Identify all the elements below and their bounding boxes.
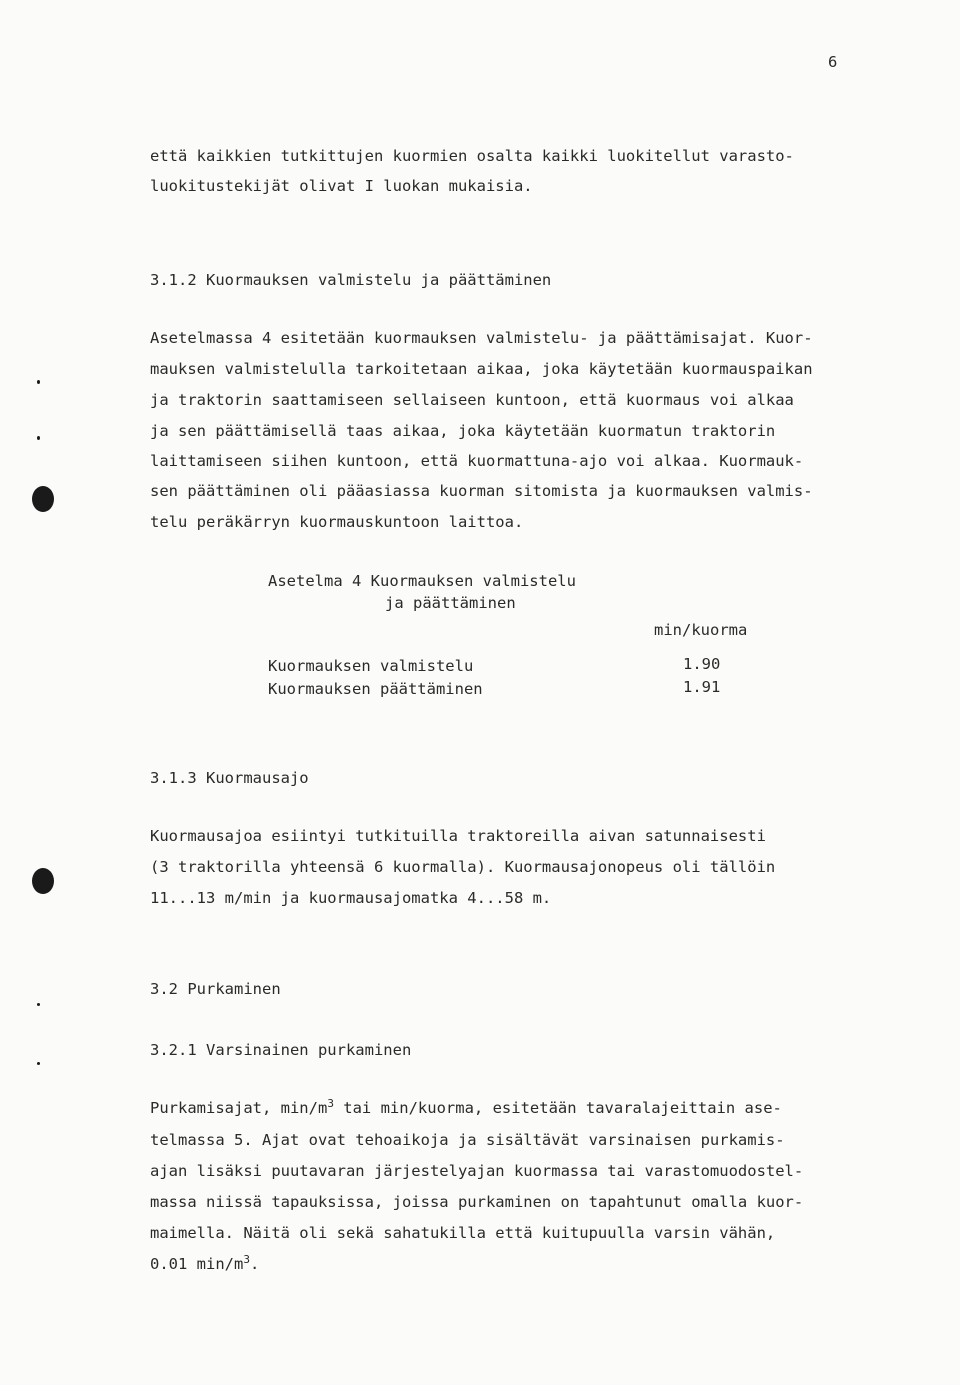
- body-line: telmassa 5. Ajat ovat tehoaikoja ja sisältävät varsinaisen purkamis-: [150, 1131, 785, 1149]
- margin-mark: [37, 1003, 40, 1006]
- body-line: ja sen päättämisellä taas aikaa, joka käytetään kuormatun traktorin: [150, 422, 776, 440]
- superscript: 3: [243, 1253, 250, 1266]
- section-heading: 3.2 Purkaminen: [150, 980, 281, 998]
- body-line: että kaikkien tutkittujen kuormien osalta kaikki luokitellut varasto-: [150, 147, 794, 165]
- table-row-value: 1.91: [683, 678, 721, 696]
- table-row-value: 1.90: [683, 655, 721, 673]
- margin-mark: [37, 1062, 40, 1065]
- table-row-label: Kuormauksen päättäminen: [268, 680, 483, 698]
- body-text: 0.01 min/m: [150, 1255, 244, 1273]
- section-heading: 3.2.1 Varsinainen purkaminen: [150, 1041, 412, 1059]
- section-heading: 3.1.3 Kuormausajo: [150, 769, 309, 787]
- margin-mark: [37, 436, 40, 440]
- punch-hole: [32, 486, 54, 512]
- body-line: maimella. Näitä oli sekä sahatukilla että kuitupuulla varsin vähän,: [150, 1224, 776, 1242]
- section-heading: 3.1.2 Kuormauksen valmistelu ja päättäminen: [150, 271, 552, 289]
- superscript: 3: [327, 1097, 334, 1110]
- punch-hole: [32, 868, 54, 894]
- table-caption: Asetelma 4 Kuormauksen valmistelu: [268, 572, 576, 590]
- body-line: mauksen valmistelulla tarkoitetaan aikaa, joka käytetään kuormauspaikan: [150, 360, 813, 378]
- body-line: Kuormausajoa esiintyi tutkituilla traktoreilla aivan satunnaisesti: [150, 827, 766, 845]
- body-text: tai min/kuorma, esitetään tavaralajeittain ase-: [333, 1099, 782, 1117]
- body-line: massa niissä tapauksissa, joissa purkaminen on tapahtunut omalla kuor-: [150, 1193, 804, 1211]
- body-line: luokitustekijät olivat I luokan mukaisia.: [150, 177, 533, 195]
- page-number: 6: [828, 53, 838, 71]
- body-line: 11...13 m/min ja kuormausajomatka 4...58 m.: [150, 889, 552, 907]
- body-text: Purkamisajat, min/m: [150, 1099, 328, 1117]
- table-caption: ja päättäminen: [385, 594, 516, 612]
- body-line: ajan lisäksi puutavaran järjestelyajan kuormassa tai varastomuodostel-: [150, 1162, 804, 1180]
- body-line: telu peräkärryn kuormauskuntoon laittoa.: [150, 513, 524, 531]
- body-text: .: [249, 1255, 260, 1273]
- body-line: [150, 1253, 260, 1273]
- body-line: ja traktorin saattamiseen sellaiseen kuntoon, että kuormaus voi alkaa: [150, 391, 794, 409]
- body-line: sen päättäminen oli pääasiassa kuorman sitomista ja kuormauksen valmis-: [150, 482, 813, 500]
- body-line: Asetelmassa 4 esitetään kuormauksen valmistelu- ja päättämisajat. Kuor-: [150, 329, 813, 347]
- body-line: [150, 1097, 782, 1117]
- table-unit-header: min/kuorma: [654, 621, 748, 639]
- margin-mark: [37, 380, 40, 384]
- body-line: laittamiseen siihen kuntoon, että kuormattuna-ajo voi alkaa. Kuormauk-: [150, 452, 804, 470]
- table-row-label: Kuormauksen valmistelu: [268, 657, 474, 675]
- body-line: (3 traktorilla yhteensä 6 kuormalla). Kuormausajonopeus oli tällöin: [150, 858, 776, 876]
